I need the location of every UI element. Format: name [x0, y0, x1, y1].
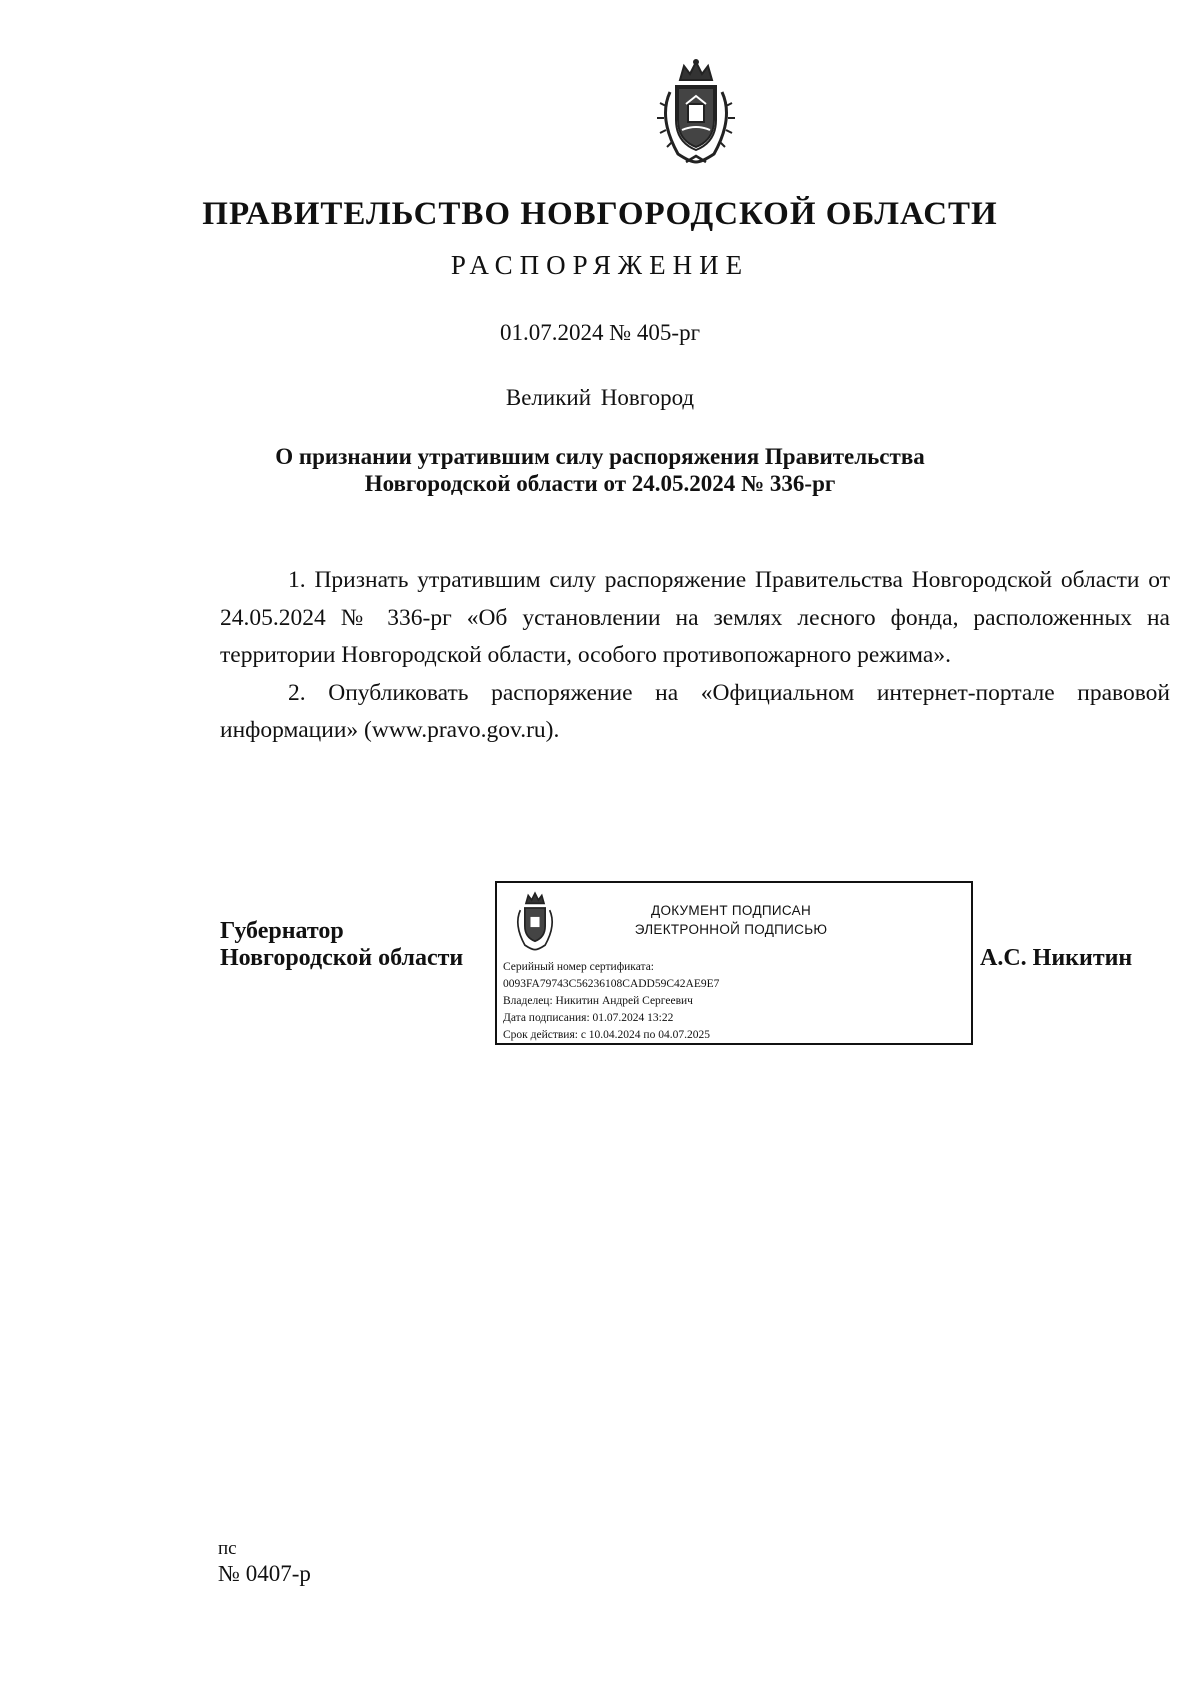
stamp-signed-date: Дата подписания: 01.07.2024 13:22 [503, 1012, 674, 1024]
signatory-name: А.С. Никитин [980, 945, 1133, 971]
stamp-title-line-1: ДОКУМЕНТ ПОДПИСАН [651, 903, 811, 918]
stamp-serial: 0093FA79743C56236108CADD59C42AE9E7 [503, 978, 720, 990]
stamp-validity: Срок действия: с 10.04.2024 по 04.07.2025 [503, 1029, 710, 1041]
subject-line-1: О признании утратившим силу распоряжения Правительства [275, 444, 925, 469]
signatory-position [220, 918, 463, 972]
document-subject [0, 443, 1200, 497]
body-paragraph-1: 1. Признать утратившим силу распоряжение Правительства Новгородской области от 24.05.2024 № 336-рг «Об установлении на землях лесного фонда, расположенных на территории Новгородской области, особого противопожарного режима». [220, 567, 1170, 668]
footer-initials: пс [218, 1538, 237, 1559]
coat-of-arms-icon [648, 58, 744, 168]
electronic-signature-stamp [495, 881, 973, 1045]
document-date-number: 01.07.2024 № 405-рг [499, 320, 701, 345]
stamp-title [581, 901, 881, 939]
stamp-owner: Владелец: Никитин Андрей Сергеевич [503, 995, 693, 1007]
subject-line-2: Новгородской области от 24.05.2024 № 336-рг [364, 471, 836, 496]
stamp-details [503, 959, 719, 1044]
document-footer [218, 1536, 311, 1586]
stamp-serial-label: Серийный номер сертификата: [503, 961, 654, 973]
position-line-1: Губернатор [220, 918, 344, 944]
body-paragraph-2: 2. Опубликовать распоряжение на «Официальном интернет-портале правовой информации» (www.pravo.gov.ru). [220, 679, 1170, 743]
stamp-emblem-icon [507, 891, 563, 953]
footer-number: № 0407-р [218, 1561, 311, 1586]
document-type: РАСПОРЯЖЕНИЕ [450, 250, 750, 280]
stamp-title-line-2: ЭЛЕКТРОННОЙ ПОДПИСЬЮ [634, 922, 828, 937]
document-body [220, 562, 1170, 750]
organization-title: ПРАВИТЕЛЬСТВО НОВГОРОДСКОЙ ОБЛАСТИ [202, 196, 998, 232]
position-line-2: Новгородской области [220, 945, 464, 971]
document-place: Великий Новгород [505, 385, 695, 410]
